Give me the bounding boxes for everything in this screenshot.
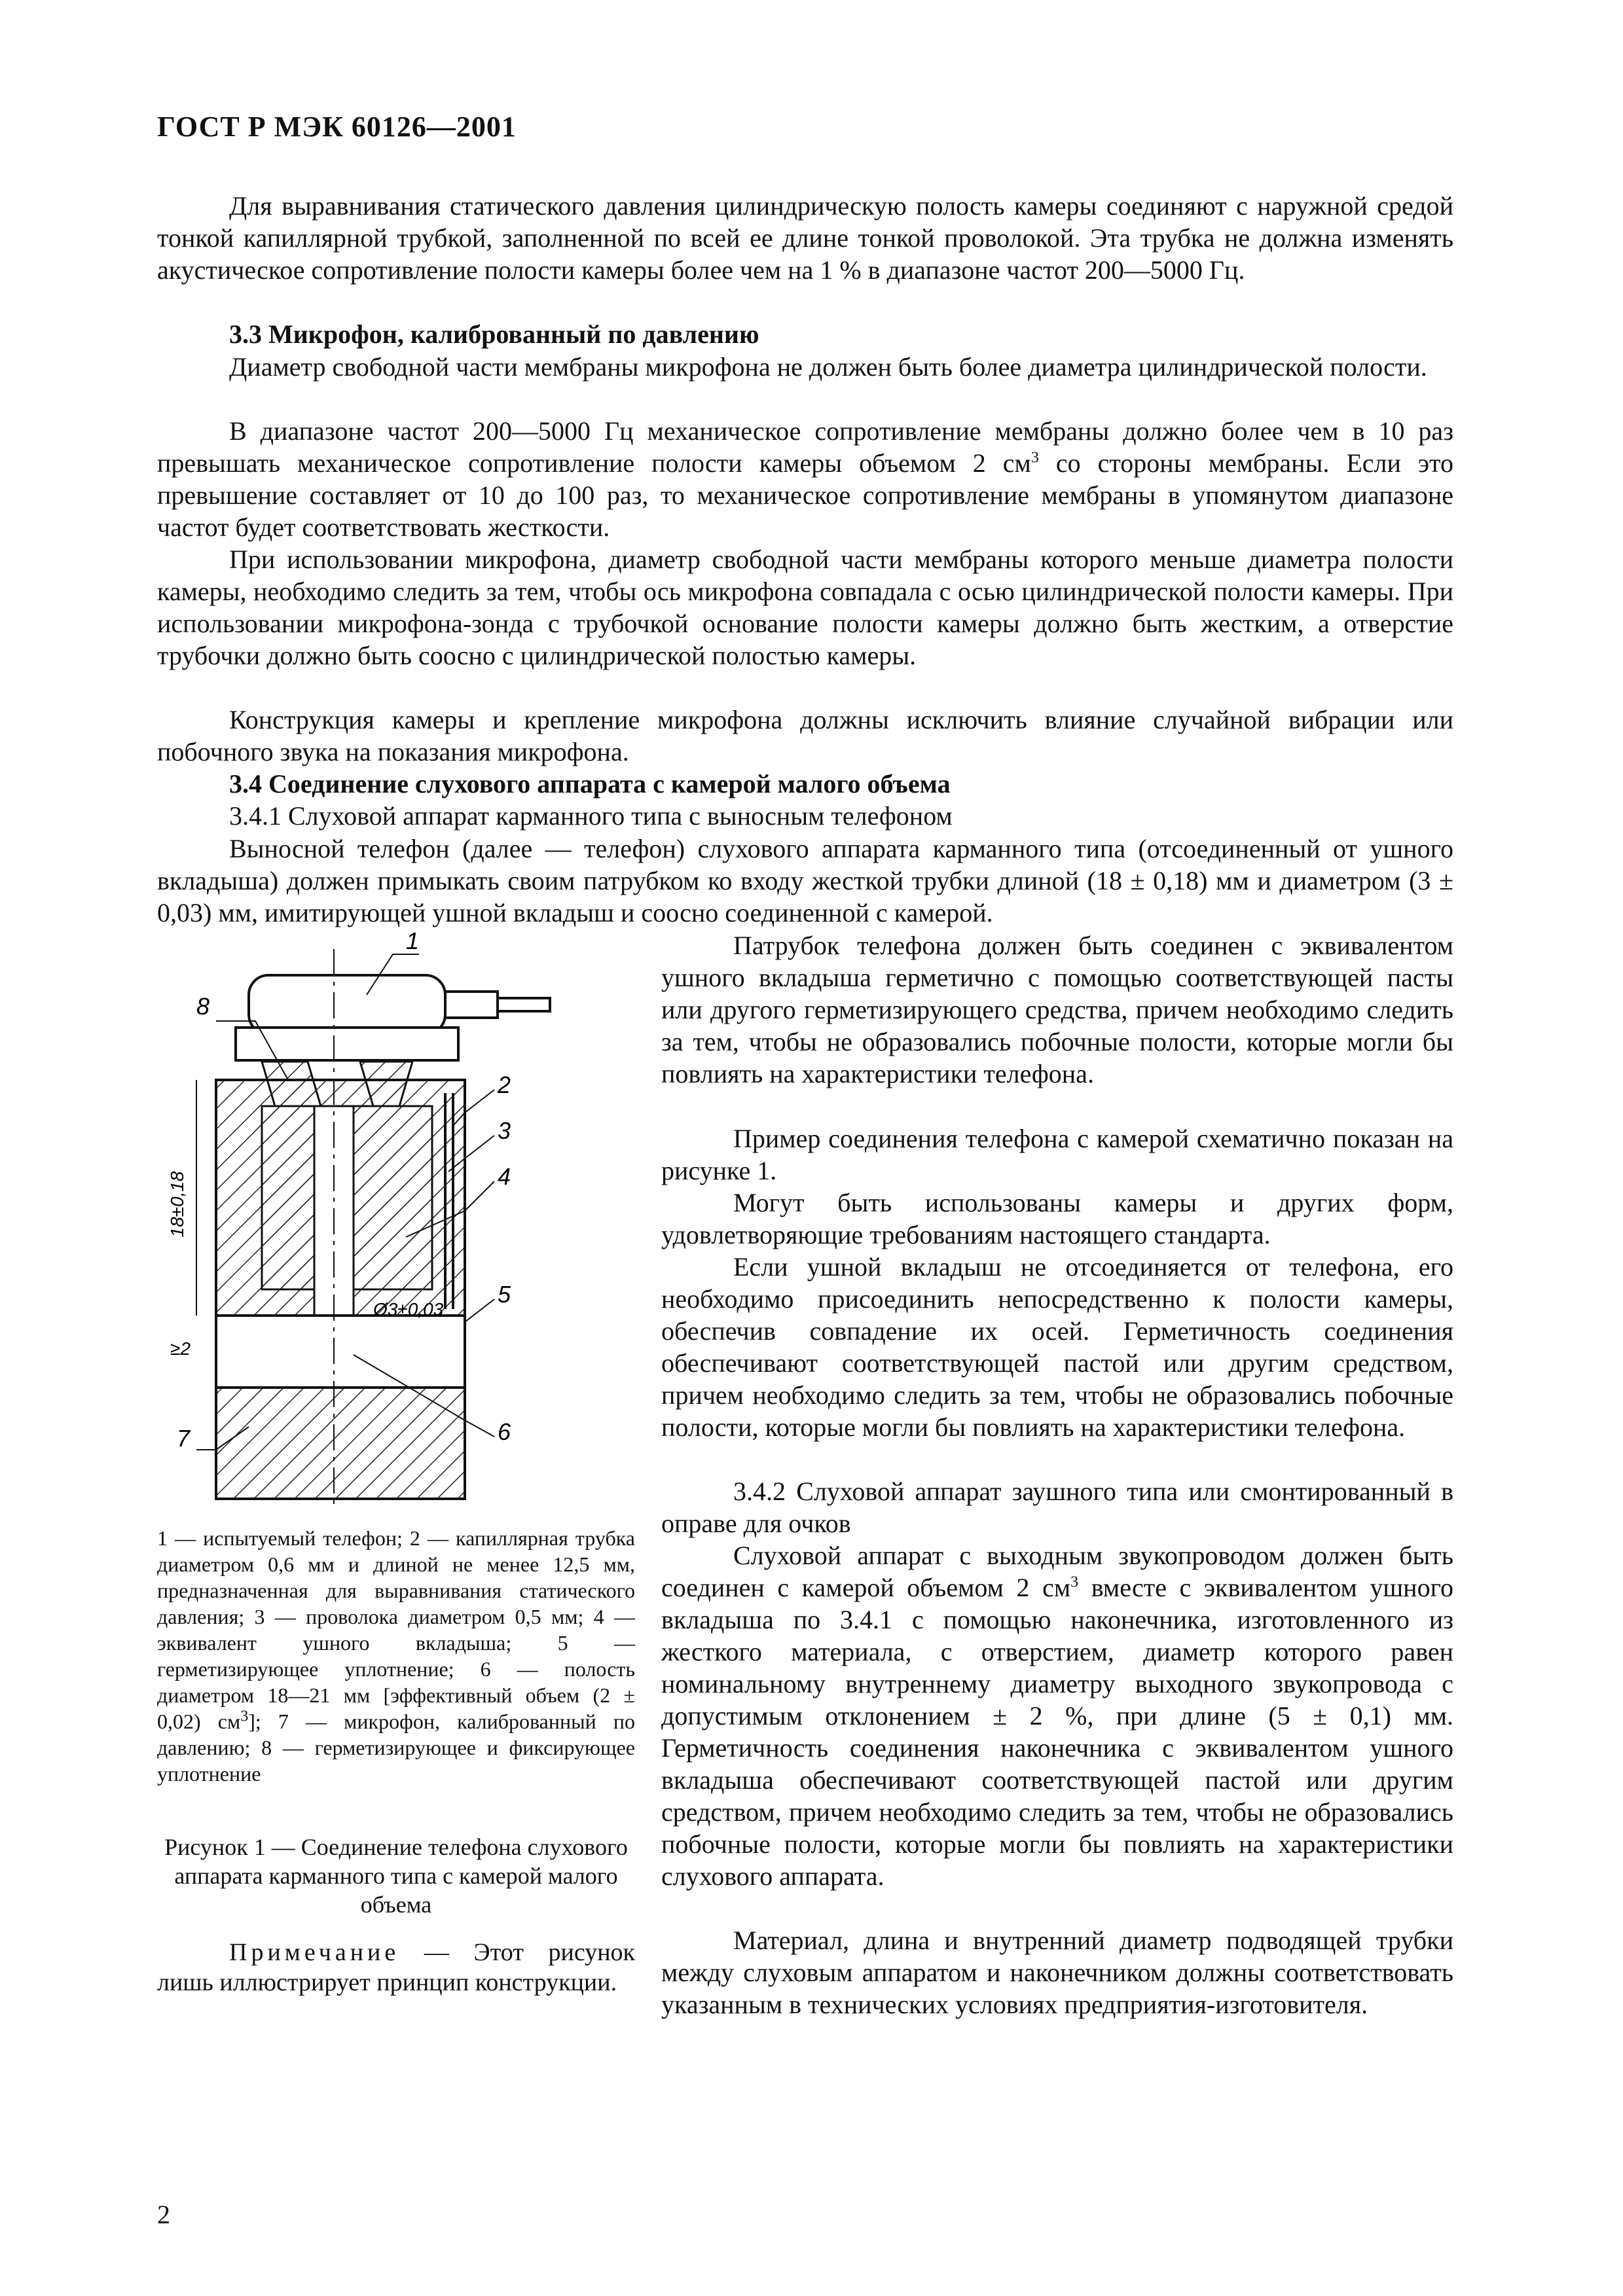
phone-cable (445, 992, 498, 1018)
heading-3-3: 3.3 Микрофон, калиброванный по давлению (229, 319, 759, 349)
right-paragraph-6: Слуховой аппарат с выходным звукопроводом должен быть соединен с камерой объемом 2 $см^3$ вместе с эквивалентом ушного вкладыша по 3.4.1 с помощью наконечника, изготовленного из жесткого материала, с отверстием, диаметр которого равен номинальному внутреннему диаметру выходного звукопровода с допустимым отклонением ± 2 %, при длине (5 ± 0,1) мм. Герметичность соединения наконечника с эквивалентом ушного вкладыша обеспечивают соответствующей пастой или другим средством, причем необходимо следить за тем, чтобы не образовались побочные полости, которые могли бы повлиять на характеристики слухового аппарата. (661, 1541, 1453, 1891)
dimension-gap: ≥2 (170, 1338, 191, 1359)
dimension-height: 18±0,18 (167, 1171, 187, 1238)
document-header: ГОСТ Р МЭК 60126—2001 (157, 111, 517, 143)
paragraph-construction: Конструкция камеры и крепление микрофона должны исключить влияние случайной вибрации или побочного звука на показания микрофона. (157, 705, 1453, 766)
ear-simulator-left (262, 1106, 314, 1289)
dimension-diameter: Ø3±0,03 (373, 1299, 444, 1319)
heading-3-4-1: 3.4.1 Слуховой аппарат карманного типа с выносным телефоном (229, 801, 953, 831)
figure-title: Рисунок 1 — Соединение телефона слухового аппарата карманного типа с камерой малого объема (164, 1834, 628, 1918)
label-4: 4 (498, 1163, 511, 1190)
paragraph-static-pressure: Для выравнивания статического давления цилиндрическую полость камеры соединяют с наружной средой тонкой капиллярной трубкой, заполненной по всей ее длине тонкой проволокой. Эта трубка не должна изменять акустическое сопротивление полости камеры более чем на 1 % в диапазоне частот 200—5000 Гц. (157, 191, 1453, 285)
label-6: 6 (498, 1418, 511, 1445)
label-1: 1 (406, 927, 420, 954)
label-8: 8 (196, 993, 210, 1020)
right-paragraph-7: Материал, длина и внутренний диаметр подводящей трубки между слуховым аппаратом и наконечником должны соответствовать указанным в технических условиях предприятия-изготовителя. (661, 1926, 1453, 2019)
right-paragraph-1: Патрубок телефона должен быть соединен с эквивалентом ушного вкладыша герметично с помощью соответствующей пасты или другого герметизирующего средства, причем необходимо следить за тем, чтобы не образовались побочные полости, которые могли бы повлиять на характеристики телефона. (661, 931, 1453, 1088)
microphone-7 (216, 1388, 465, 1499)
page-number: 2 (157, 2200, 170, 2229)
phone-cable-end (498, 998, 550, 1011)
right-paragraph-2: Пример соединения телефона с камерой схематично показан на рисунке 1. (661, 1124, 1453, 1185)
label-7: 7 (177, 1425, 191, 1452)
paragraph-remote-phone: Выносной телефон (далее — телефон) слухового аппарата карманного типа (отсоединенный от ушного вкладыша) должен примыкать своим патрубком ко входу жесткой трубки длиной (18 ± 0,18) мм и диаметром (3 ± 0,03) мм, имитирующей ушной вкладыш и соосно соединенной с камерой. (157, 834, 1453, 927)
label-5: 5 (498, 1281, 511, 1308)
cavity-6 (216, 1316, 465, 1388)
paragraph-diameter: Диаметр свободной части мембраны микрофона не должен быть более диаметра цилиндрической полости. (229, 352, 1427, 382)
figure-caption: 1 — испытуемый телефон; 2 — капиллярная трубка диаметром 0,6 мм и длиной не менее 12,5 мм, предназначенная для выравнивания статического давления; 3 — проволока диаметром 0,5 мм; 4 — эквивалент ушного вкладыша; 5 — герметизирующее уплотнение; 6 — полость диаметром 18—21 мм [эффективный объем (2 ± 0,02) $см^3$]; 7 — микрофон, калиброванный по давлению; 8 — герметизирующее и фиксирующее уплотнение (157, 1526, 635, 1785)
right-paragraph-5: 3.4.2 Слуховой аппарат заушного типа или смонтированный в оправе для очков (661, 1477, 1453, 1538)
right-paragraph-4: Если ушной вкладыш не отсоединяется от телефона, его необходимо присоединить непосредственно к полости камеры, обеспечив совпадение их осей. Герметичность соединения обеспечивают соответствующей пастой или другим средством, причем необходимо следить за тем, чтобы не образовались побочные полости, которые могли бы повлиять на характеристики телефона. (661, 1252, 1453, 1442)
phone-flange (236, 1028, 458, 1060)
figure-1-diagram (157, 923, 642, 1512)
label-2: 2 (498, 1071, 511, 1098)
phone-body (249, 975, 445, 1034)
label-3: 3 (498, 1117, 511, 1144)
paragraph-microphone-use: При использовании микрофона, диаметр свободной части мембраны которого меньше диаметра полости камеры, необходимо следить за тем, чтобы ось микрофона совпадала с осью цилиндрической полости камеры. При использовании микрофона-зонда с трубочкой основание полости камеры должно быть жестким, а отверстие трубочки должно быть соосно с цилиндрической полостью камеры. (157, 545, 1453, 670)
heading-3-4: 3.4 Соединение слухового аппарата с камерой малого объема (229, 769, 951, 798)
leader-5 (465, 1299, 494, 1368)
paragraph-frequency-range: В диапазоне частот 200—5000 Гц механическое сопротивление мембраны должно более чем в 10 раз превышать механическое сопротивление полости камеры объемом 2 $см^3$ со стороны мембраны. Если это превышение составляет от 10 до 100 раз, то механическое сопротивление мембраны в упомянутом диапазоне частот будет соответствовать жесткости. (157, 416, 1454, 542)
right-paragraph-3: Могут быть использованы камеры и других форм, удовлетворяющие требованиям настоящего стандарта. (661, 1188, 1453, 1249)
figure-note: Примечание — Этот рисунок лишь иллюстрирует принцип конструкции. (157, 1939, 635, 1996)
ear-simulator-right (354, 1106, 432, 1289)
